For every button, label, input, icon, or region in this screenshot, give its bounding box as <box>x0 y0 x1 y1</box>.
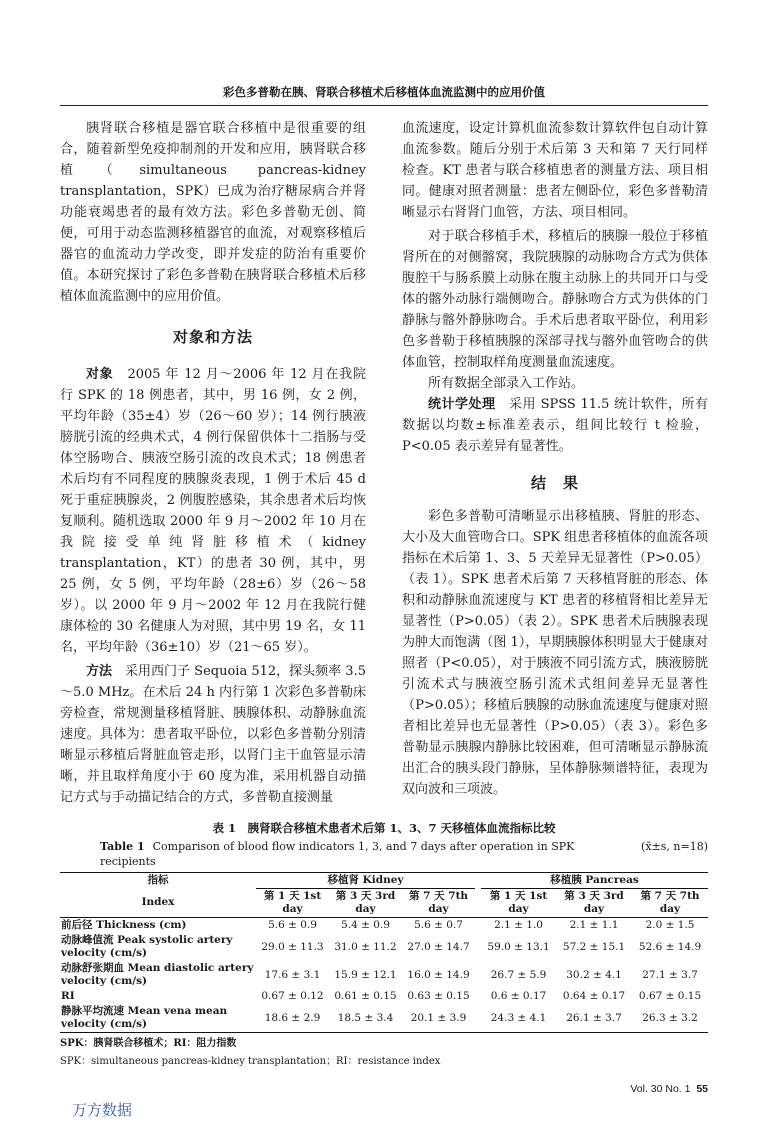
table-row <box>60 933 708 961</box>
table-cell: 0.63 ± 0.15 <box>407 990 470 1002</box>
row-label: 动脉舒张期血 Mean diastolic artery velocity (cm/s) <box>61 962 254 987</box>
day-header: 第 1 天 1st day <box>489 890 548 915</box>
table-cell: 57.2 ± 15.1 <box>562 940 626 953</box>
table-cell: 52.6 ± 14.9 <box>638 940 702 953</box>
intro-paragraph: 胰肾联合移植是器官联合移植中是很重要的组合，随着新型免疫抑制剂的开发和应用，胰肾联合移植（simultaneous pancreas-kidney transplantation，SPK）已成为治疗糖尿病合并肾功能衰竭患者的最有效方法。彩色多普勒无创、简便，可用于动态监测移植器官的血流，对观察移植后器官的血流动力学改变，即并发症的防治有重要价值。本研究探讨了彩色多普勒在胰肾联合移植术后移植体血流监测中的应用价值。 <box>60 121 366 304</box>
table-cell: 18.6 ± 2.9 <box>264 1011 321 1024</box>
table-cell: 2.1 ± 1.1 <box>569 919 619 931</box>
table-title-en <box>100 839 631 869</box>
table-cell: 27.1 ± 3.7 <box>642 968 698 981</box>
table-cell: 31.0 ± 11.2 <box>334 940 397 953</box>
table-cell: 15.9 ± 12.1 <box>334 968 397 981</box>
subjects-text: 2005 年 12 月～2006 年 12 月在我院行 SPK 的 18 例患者，其中，男 16 例，女 2 例，平均年龄（35±4）岁（26～60 岁）；14 例行胰液膀胱引流的经典术式，4 例行保留供体十二指肠与受体空肠吻合、胰液空肠引流的改良术式；18 例患者术后均有不同程度的胰腺炎表现，1 例于术后 45 d 死于重症胰腺炎，2 例腹腔感染，其余患者术后均恢复顺利。随机选取 2000 年 9 月～2002 年 10 月在我院接受单纯肾脏移植术（kidney transplantation，KT）的患者 30 例，其中，男 25 例，女 5 例，平均年龄（28±6）岁（26～58 岁）。以 2000 年 9 月～2002 年 12 月在我院行健康体检的 30 名健康人为对照，其中男 19 名，女 11 名，平均年龄（36±10）岁（21～65 岁）。 <box>60 367 366 655</box>
table-cell: 0.67 ± 0.12 <box>261 990 324 1002</box>
table-cell: 16.0 ± 14.9 <box>407 968 470 981</box>
group-header-pancreas: 移植胰 Pancreas <box>481 873 708 889</box>
results-paragraph: 彩色多普勒可清晰显示出移植胰、肾脏的形态、大小及大血管吻合口。SPK 组患者移植体的血流各项指标在术后第 1、3、5 天差异无显著性（P>0.05）（表 1）。SPK 患者术后第 7 天移植肾脏的形态、体积和动静脉血流速度与 KT 患者的移植肾相比差异无显著性（P>0.05）（表 2）。SPK 患者术后胰腺表现为肿大而饱满（图 1），早期胰腺体积明显大于健康对照者（P<0.05），对于胰液不同引流方式，胰液膀胱引流术式与胰液空肠引流术式组间差异无显著性（P>0.05）；移植后胰腺的动脉血流速度与健康对照者相比差异也无显著性（P>0.05）（表 3）。彩色多普勒显示胰腺内静脉比较困难，但可清晰显示静脉流出汇合的胰头段门静脉，呈体静脉频谱特征，表现为双向波和三项波。 <box>402 509 708 797</box>
table-cell: 5.6 ± 0.7 <box>414 919 463 931</box>
table-row <box>60 961 708 989</box>
table-title-cn: 表 1 胰肾联合移植术患者术后第 1、3、7 天移植体血流指标比较 <box>212 821 556 835</box>
table-cell: 26.3 ± 3.2 <box>642 1011 698 1024</box>
data-paragraph: 所有数据全部录入工作站。 <box>428 376 585 391</box>
running-header: 彩色多普勒在胰、肾联合移植术后移植体血流监测中的应用价值 <box>223 85 545 99</box>
body-columns <box>60 118 708 808</box>
table-cell: 2.0 ± 1.5 <box>645 919 695 931</box>
table-cell: 20.1 ± 3.9 <box>410 1011 467 1024</box>
table-cell: 0.61 ± 0.15 <box>334 990 397 1002</box>
table-note-en: SPK：simultaneous pancreas-kidney transplantation；RI：resistance index <box>60 1056 441 1067</box>
table-row <box>60 989 708 1004</box>
stats-text: 采用 SPSS 11.5 统计软件，所有数据以均数±标准差表示，组间比较行 t 检验，P<0.05 表示差异有显著性。 <box>402 397 708 454</box>
day-header: 第 7 天 7th day <box>408 890 469 915</box>
watermark: 万方数据 <box>72 1101 133 1119</box>
table-cell: 26.1 ± 3.7 <box>566 1011 622 1024</box>
methods-lead: 方法 <box>86 664 113 679</box>
table-cell: 18.5 ± 3.4 <box>337 1011 394 1024</box>
table-row <box>60 918 708 934</box>
day-header: 第 7 天 7th day <box>640 890 700 915</box>
stats-lead: 统计学处理 <box>428 397 496 412</box>
subjects-paragraph <box>60 364 366 658</box>
row-label: 静脉平均流速 Mean vena mean velocity (cm/s) <box>61 1005 228 1030</box>
table-cell: 5.6 ± 0.9 <box>268 919 317 931</box>
right-column <box>402 118 708 808</box>
stats-paragraph <box>402 394 708 457</box>
section-heading-results: 结 果 <box>530 474 579 492</box>
continuation-paragraph: 血流速度，设定计算机血流参数计算软件包自动计算血流参数。随后分别于术后第 3 天和第 7 天行同样检查。KT 患者与联合移植患者的测量方法、项目相同。健康对照者测量：患者左侧卧位，彩色多普勒清晰显示右肾肾门血管，方法、项目相同。 <box>402 121 708 220</box>
table-cell: 24.3 ± 4.1 <box>490 1011 547 1024</box>
index-header-en: Index <box>141 896 175 909</box>
methods-paragraph <box>60 661 366 808</box>
table-cell: 59.0 ± 13.1 <box>487 940 550 953</box>
table-cell: 26.7 ± 5.9 <box>490 968 547 981</box>
methods-text: 采用西门子 Sequoia 512，探头频率 3.5～5.0 MHz。在术后 24 h 内行第 1 次彩色多普勒床旁检查，常规测量移植肾脏、胰腺体积、动静脉血流速度。具体为：患者取平卧位，以彩色多普勒分别清晰显示移植后肾脏血管走形，以肾门主干血管显示清晰，并且取样角度小于 60 度为准，采用机器自动描记方式与手动描记结合的方式，多普勒直接测量 <box>60 664 366 805</box>
left-column <box>60 118 366 808</box>
table-cell: 30.2 ± 4.1 <box>566 968 622 981</box>
table-row <box>60 1004 708 1033</box>
table-cell: 5.4 ± 0.9 <box>341 919 390 931</box>
table-stat-note: (x̄±s, n=18) <box>641 840 708 853</box>
row-label: RI <box>61 990 75 1002</box>
index-header-cn: 指标 <box>147 874 169 887</box>
table-note-cn: SPK：胰肾联合移植术；RI：阻力指数 <box>60 1038 237 1049</box>
table-label: Table 1 <box>100 840 145 853</box>
section-heading-methods: 对象和方法 <box>172 328 253 346</box>
row-label: 动脉峰值流 Peak systolic artery velocity (cm/s) <box>61 934 233 959</box>
table-cell: 0.6 ± 0.17 <box>490 990 547 1002</box>
data-table <box>60 872 708 1033</box>
page-footer <box>60 1083 708 1095</box>
day-header: 第 3 天 3rd day <box>564 890 624 915</box>
table-cell: 0.64 ± 0.17 <box>562 990 626 1002</box>
table-cell: 0.67 ± 0.15 <box>638 990 702 1002</box>
surgery-paragraph: 对于联合移植手术，移植后的胰腺一般位于移植肾所在的对侧髂窝，我院胰腺的动脉吻合方式为供体腹腔干与肠系膜上动脉在腹主动脉上的共同开口与受体的髂外动脉行端侧吻合。静脉吻合方式为供体的门静脉与髂外静脉吻合。手术后患者取平卧位，利用彩色多普勒于移植胰腺的深部寻找与髂外血管吻合的供体血管，控制取样角度测量血流速度。 <box>402 229 708 370</box>
group-header-kidney: 移植肾 Kidney <box>256 873 475 889</box>
table-cell: 29.0 ± 11.3 <box>261 940 324 953</box>
row-label: 前后径 Thickness (cm) <box>61 919 187 931</box>
page-number: 55 <box>696 1083 708 1095</box>
day-header: 第 3 天 3rd day <box>335 890 396 915</box>
table-title-en-text: Comparison of blood flow indicators 1, 3, and 7 days after operation in SPK recipients <box>100 840 575 868</box>
subjects-lead: 对象 <box>86 367 114 382</box>
table-cell: 2.1 ± 1.0 <box>494 919 543 931</box>
page <box>60 84 708 1120</box>
day-header: 第 1 天 1st day <box>263 890 322 915</box>
issue-label: Vol. 30 No. 1 <box>630 1083 691 1095</box>
table-cell: 17.6 ± 3.1 <box>264 968 321 981</box>
header-rule <box>60 105 708 106</box>
table-title-en-row <box>60 839 708 869</box>
table-cell: 27.0 ± 14.7 <box>407 940 470 953</box>
